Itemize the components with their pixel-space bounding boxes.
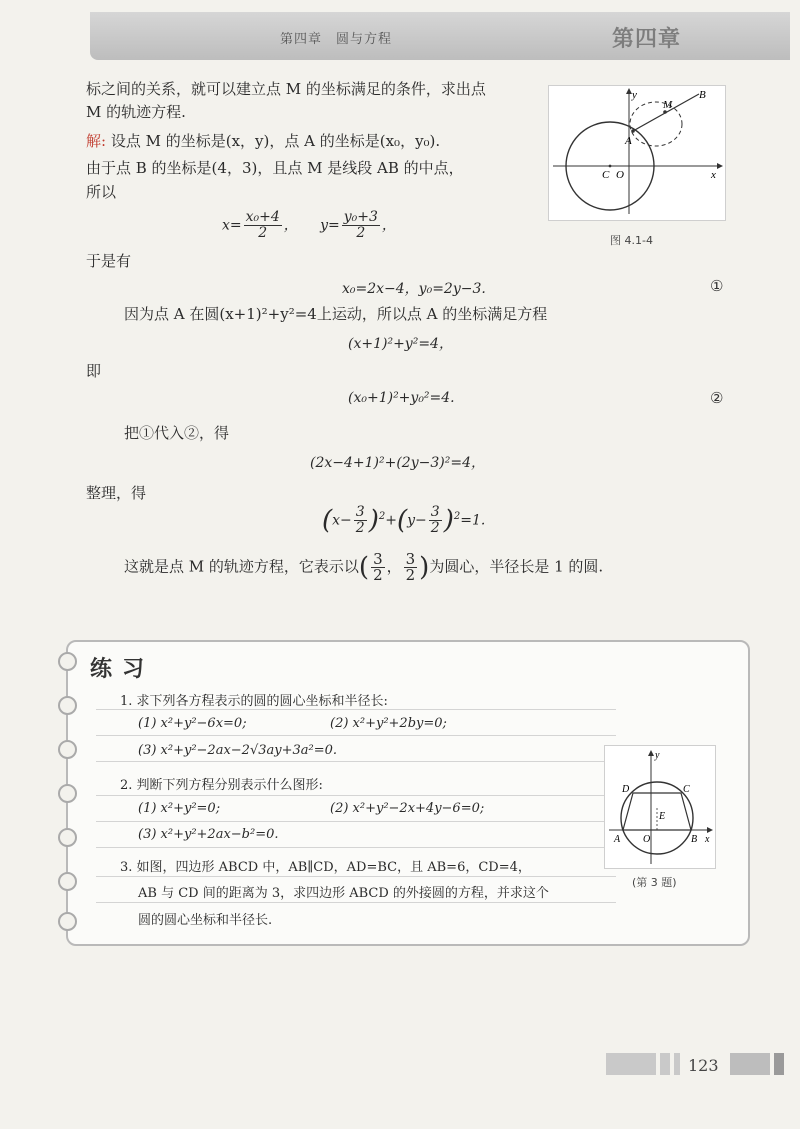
center-y-den: 2 — [405, 566, 416, 584]
paragraph-6: 于是有 — [86, 252, 132, 270]
equation-5: (2x−4+1)²+(2y−3)²=4， — [310, 455, 485, 471]
center-x-num: 3 — [373, 550, 383, 568]
exercise-q3-line1: 3. 如图，四边形 ABCD 中，AB∥CD，AD=BC，且 AB=6，CD=4， — [120, 860, 531, 875]
fig3-x-label: x — [705, 834, 710, 845]
footer-bar — [660, 1053, 670, 1075]
exercise-q2-1: (1) x²+y²=0; — [138, 801, 221, 816]
paragraph-8: 即 — [86, 362, 102, 380]
center-x-den: 2 — [373, 566, 383, 584]
paragraph-4: 由于点 B 的坐标是(4，3)，且点 M 是线段 AB 的中点， — [86, 159, 464, 177]
figure-4-1-4-diagram — [549, 86, 725, 220]
footer-bar — [606, 1053, 656, 1075]
equation-4: (x₀+1)²+y₀²=4. — [348, 390, 455, 406]
equation-3: (x+1)²+y²=4， — [348, 336, 453, 352]
binding-ring — [58, 784, 77, 803]
eq6-den-2: 2 — [430, 520, 440, 536]
exercise-q1: 1. 求下列各方程表示的圆的圆心坐标和半径长: — [120, 694, 388, 709]
fig1-c-label: C — [602, 169, 610, 181]
fig3-y-label: y — [655, 750, 660, 761]
binding-ring — [58, 912, 77, 931]
exercise-q1-2: (2) x²+y²+2by=0; — [330, 716, 447, 731]
chapter-title: 第四章 圆与方程 — [280, 32, 393, 47]
fig1-b-label: B — [699, 89, 706, 101]
equation-6: (x− $\frac{3}{2}$ )$^2$+(y− $\frac{3}{2}$ )$^2$=1. — [322, 504, 486, 536]
ruled-line — [96, 847, 616, 848]
fig3-e-label: E — [659, 811, 666, 822]
exercise-q1-1: (1) x²+y²−6x=0; — [138, 716, 247, 731]
exercise-q3-line2: AB 与 CD 间的距离为 3，求四边形 ABCD 的外接圆的方程，并求这个 — [138, 886, 549, 901]
binding-ring — [58, 740, 77, 759]
solution-text: 设点 M 的坐标是(x，y)，点 A 的坐标是(x₀，y₀). — [110, 132, 441, 150]
exercise-3-diagram — [605, 746, 715, 868]
paragraph-5: 所以 — [86, 183, 117, 201]
ruled-line — [96, 761, 616, 762]
paragraph-11: 这就是点 M 的轨迹方程，它表示以( $\frac{3}{2}$ ， $\frac{3}{2}$ )为圆心，半径长是 1 的圆. — [124, 550, 604, 584]
paragraph-11-b: 为圆心，半径长是 1 的圆. — [429, 557, 604, 576]
exercise-q1-3: (3) x²+y²−2ax−2√3ay+3a²=0. — [138, 743, 338, 758]
ruled-line — [96, 821, 616, 822]
equation-marker-2: ② — [710, 389, 724, 407]
footer-bar — [730, 1053, 770, 1075]
exercise-q2: 2. 判断下列方程分别表示什么图形: — [120, 778, 323, 793]
eq6-end: =1. — [460, 512, 486, 529]
eq1-y-label: y= — [320, 217, 340, 234]
paragraph-7: 因为点 A 在圆(x+1)²+y²=4上运动，所以点 A 的坐标满足方程 — [124, 305, 548, 323]
fig1-a-label: A — [625, 135, 632, 147]
equation-marker-1: ① — [710, 277, 724, 295]
paragraph-9: 把①代入②，得 — [124, 424, 230, 442]
fig1-x-label: x — [711, 169, 716, 181]
eq1-y-num: y₀+3 — [343, 209, 378, 225]
paragraph-10: 整理，得 — [86, 484, 147, 502]
eq1-y-frac — [342, 210, 380, 241]
fig3-d-label: D — [622, 784, 630, 795]
binding-ring — [58, 828, 77, 847]
fig1-m-label: M — [663, 99, 673, 111]
fig3-b-label: B — [691, 834, 698, 845]
exercise-q2-2: (2) x²+y²−2x+4y−6=0; — [330, 801, 485, 816]
equation-2: x₀=2x−4，y₀=2y−3. — [342, 281, 486, 297]
eq1-x-label: x= — [222, 217, 242, 234]
solution-line-1 — [86, 130, 440, 152]
figure-4-1-4 — [548, 85, 726, 221]
eq1-x-den: 2 — [258, 225, 268, 241]
fig1-y-label: y — [632, 89, 637, 101]
ruled-line — [96, 876, 616, 877]
paragraph-11-a: 这就是点 M 的轨迹方程，它表示以 — [124, 557, 359, 576]
paragraph-2: M 的轨迹方程. — [86, 103, 186, 121]
exercise-q3-line3: 圆的圆心坐标和半径长. — [138, 913, 273, 928]
ruled-line — [96, 902, 616, 903]
fig3-a-label: A — [614, 834, 621, 845]
binding-ring — [58, 696, 77, 715]
exercise-title: 练习 — [90, 657, 155, 682]
binding-ring — [58, 872, 77, 891]
ruled-line — [96, 735, 616, 736]
eq6-num-2: 3 — [430, 504, 440, 520]
chapter-label: 第四章 — [612, 27, 682, 52]
fig3-o-label: O — [643, 834, 651, 845]
eq6-num-1: 3 — [355, 504, 365, 520]
exercise-3-figure-caption: (第 3 题) — [632, 876, 677, 889]
binding-ring — [58, 652, 77, 671]
paragraph-1: 标之间的关系，就可以建立点 M 的坐标满足的条件，求出点 — [86, 80, 486, 98]
footer-bar — [674, 1053, 680, 1075]
page-number: 123 — [688, 1056, 719, 1075]
equation-midpoint: x= $\frac{\text{x₀+4}}{2}$ ， y= $\frac{\text{y₀+3}}{2}$ ， — [222, 209, 396, 241]
eq1-x-num: x₀+4 — [245, 209, 280, 225]
fig3-c-label: C — [683, 784, 690, 795]
eq1-y-den: 2 — [356, 225, 366, 241]
footer-bar — [774, 1053, 784, 1075]
exercise-3-figure — [604, 745, 716, 869]
solution-label: 解: — [86, 132, 107, 150]
eq6-y-part: y− — [407, 512, 427, 529]
center-y-num: 3 — [405, 550, 416, 568]
fig1-o-label: O — [616, 169, 624, 181]
ruled-line — [96, 795, 616, 796]
exercise-q2-3: (3) x²+y²+2ax−b²=0. — [138, 827, 279, 842]
figure-4-1-4-caption: 图 4.1-4 — [610, 234, 653, 247]
chapter-header-bar — [90, 12, 790, 60]
eq6-x-part: x− — [332, 512, 352, 529]
ruled-line — [96, 709, 616, 710]
eq6-den-1: 2 — [355, 520, 365, 536]
eq1-x-frac — [244, 210, 282, 241]
